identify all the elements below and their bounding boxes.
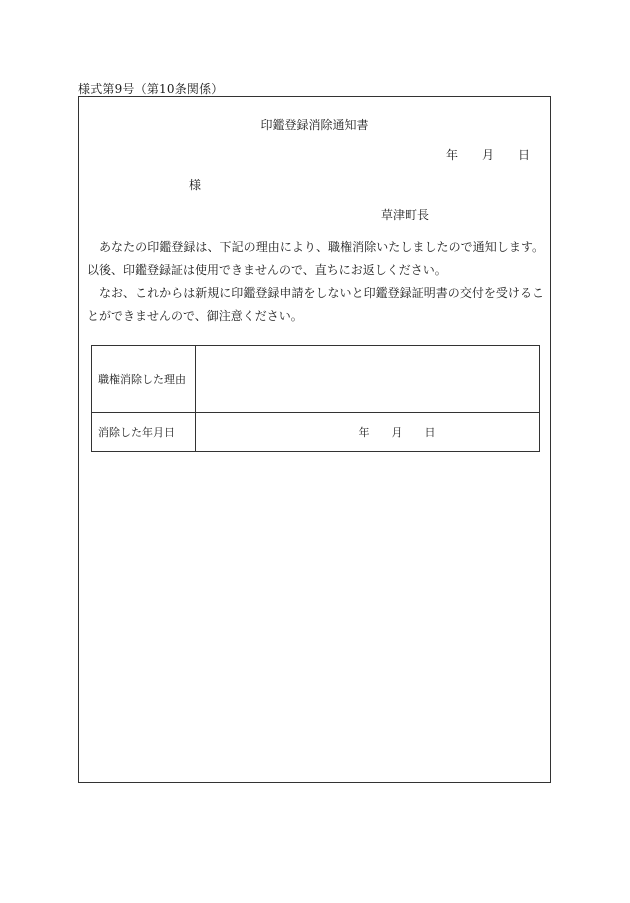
reason-label: 職権消除した理由 — [92, 346, 196, 413]
document-title: 印鑑登録消除通知書 — [260, 118, 369, 132]
notice-document — [78, 96, 551, 783]
notice-body — [87, 236, 544, 328]
issuer: 草津町長 — [380, 208, 429, 222]
addressee: 様 — [189, 178, 202, 192]
notice-paragraph-1: あなたの印鑑登録は、下記の理由により、職権消除いたしましたので通知します。以後、印鑑登録証は使用できませんので、直ちにお返しください。 — [87, 240, 544, 277]
form-number: 様式第9号（第10条関係） — [78, 82, 224, 96]
deleted-date-label: 消除した年月日 — [92, 413, 196, 452]
deleted-date-field: 年 月 日 — [196, 413, 540, 452]
table-row-deleted-date — [92, 413, 540, 452]
issue-date: 年 月 日 — [445, 148, 530, 162]
cancellation-table — [91, 345, 540, 452]
table-row-reason — [92, 346, 540, 413]
reason-field — [196, 346, 540, 413]
notice-paragraph-2: なお、これからは新規に印鑑登録申請をしないと印鑑登録証明書の交付を受けることができませんので、御注意ください。 — [87, 286, 544, 323]
